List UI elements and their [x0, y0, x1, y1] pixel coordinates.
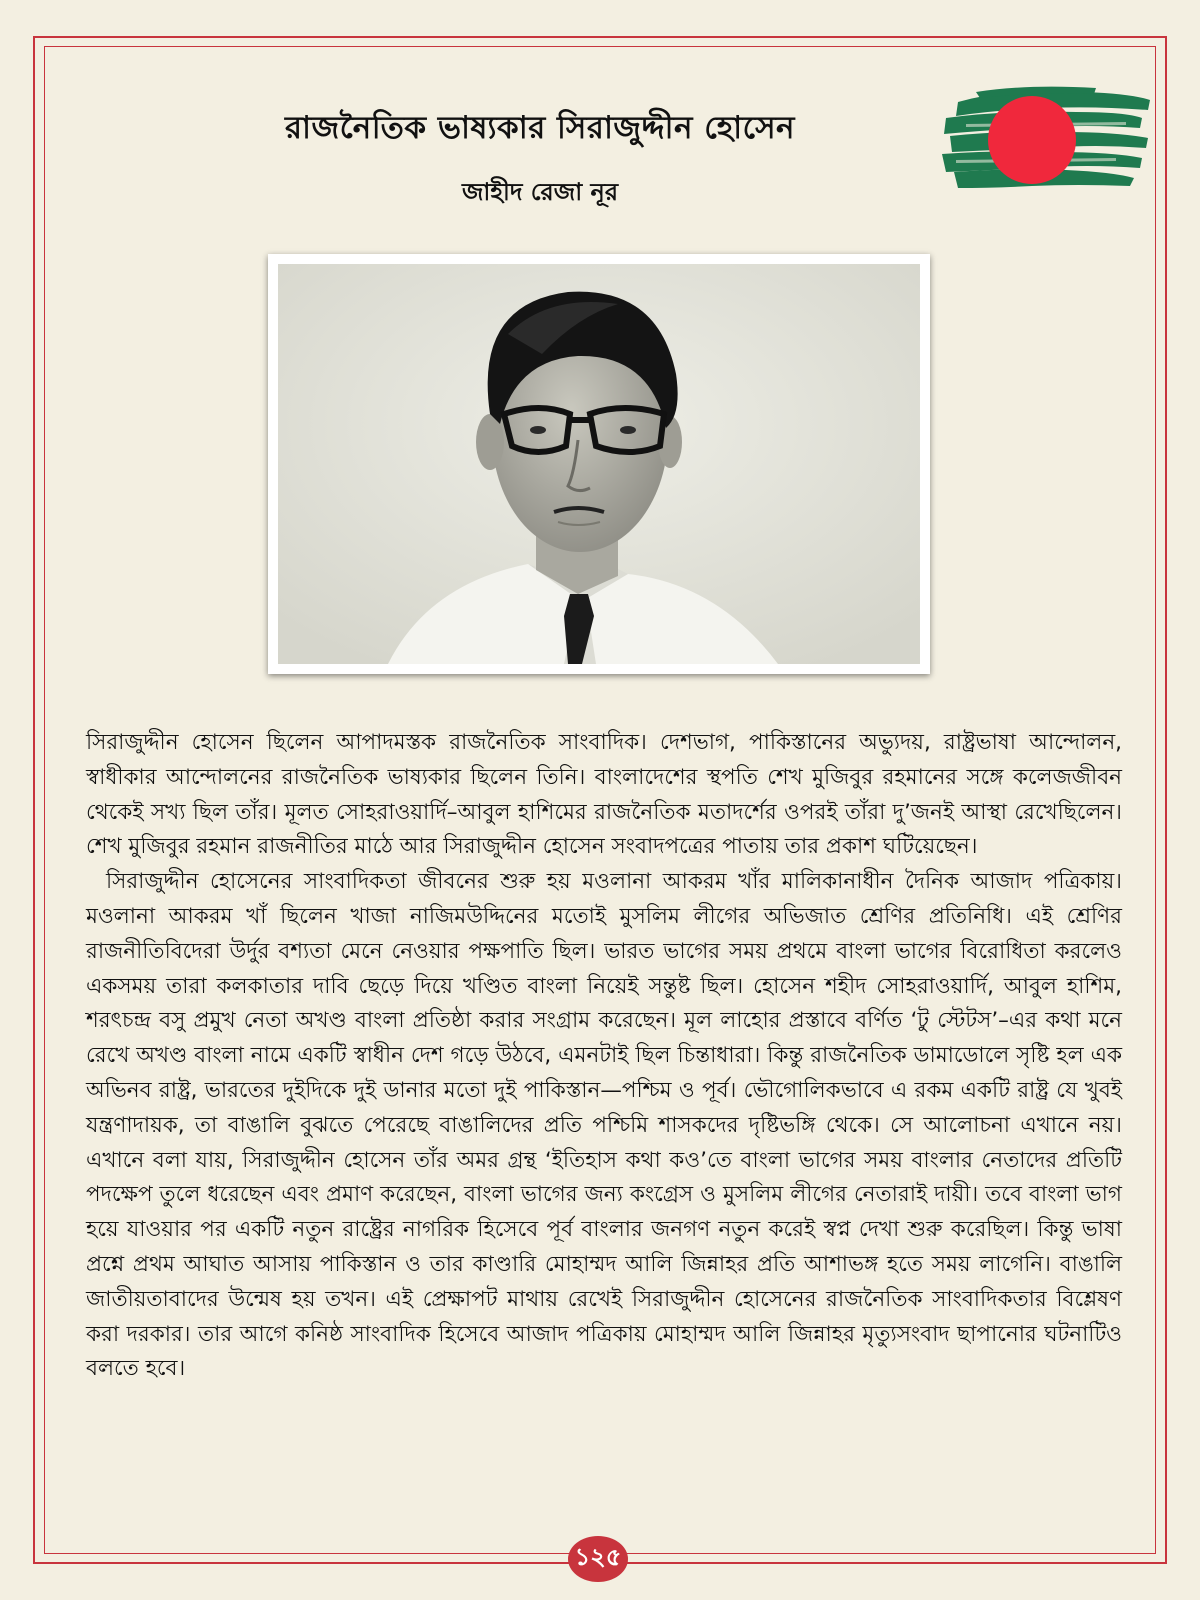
author-name: জাহীদ রেজা নূর	[461, 178, 619, 206]
portrait-photo-frame	[268, 254, 930, 674]
article-paragraph: সিরাজুদ্দীন হোসেনের সাংবাদিকতা জীবনের শুরু হয় মওলানা আকরম খাঁর মালিকানাধীন দৈনিক আজাদ পত্রিকায়। মওলানা আকরম খাঁ ছিলেন খাজা নাজিমউদ্দিনের মতোই মুসলিম লীগের অভিজাত শ্রেণির প্রতিনিধি। এই শ্রেণির রাজনীতিবিদেরা উর্দুর বশ্যতা মেনে নেওয়ার পক্ষপাতি ছিল। ভারত ভাগের সময় প্রথমে বাংলা ভাগের বিরোধিতা করলেও একসময় তারা কলকাতার দাবি ছেড়ে দিয়ে খণ্ডিত বাংলা নিয়েই সন্তুষ্ট ছিল। হোসেন শহীদ সোহরাওয়ার্দি, আবুল হাশিম, শরৎচন্দ্র বসু প্রমুখ নেতা অখণ্ড বাংলা প্রতিষ্ঠা করার সংগ্রাম করেছেন। মূল লাহোর প্রস্তাবে বর্ণিত ‘টু স্টেটস’–এর কথা মনে রেখে অখণ্ড বাংলা নামে একটি স্বাধীন দেশ গড়ে উঠবে, এমনটাই ছিল চিন্তাধারা। কিন্তু রাজনৈতিক ডামাডোলে সৃষ্টি হল এক অভিনব রাষ্ট্র, ভারতের দুইদিকে দুই ডানার মতো দুই পাকিস্তান—পশ্চিম ও পূর্ব। ভৌগোলিকভাবে এ রকম একটি রাষ্ট্র যে খুবই যন্ত্রণাদায়ক, তা বাঙালি বুঝতে পেরেছে বাঙালিদের প্রতি পশ্চিমি শাসকদের দৃষ্টিভঙ্গি থেকে। সে আলোচনা এখানে নয়। এখানে বলা যায়, সিরাজুদ্দীন হোসেন তাঁর অমর গ্রন্থ ‘ইতিহাস কথা কও’তে বাংলা ভাগের সময় বাংলার নেতাদের প্রতিটি পদক্ষেপ তুলে ধরেছেন এবং প্রমাণ করেছেন, বাংলা ভাগের জন্য কংগ্রেস ও মুসলিম লীগের নেতারাই দায়ী। তবে বাংলা ভাগ হয়ে যাওয়ার পর একটি নতুন রাষ্ট্রের নাগরিক হিসেবে পূর্ব বাংলার জনগণ নতুন করেই স্বপ্ন দেখা শুরু করেছিল। কিন্তু ভাষা প্রশ্নে প্রথম আঘাত আসায় পাকিস্তান ও তার কাণ্ডারি মোহাম্মদ আলি জিন্নাহর প্রতি আশাভঙ্গ হতে সময় লাগেনি। বাঙালি জাতীয়তাবাদের উন্মেষ হয় তখন। এই প্রেক্ষাপট মাথায় রেখেই সিরাজুদ্দীন হোসেনের রাজনৈতিক সাংবাদিকতার বিশ্লেষণ করা দরকার। তার আগে কনিষ্ঠ সাংবাদিক হিসেবে আজাদ পত্রিকায় মোহাম্মদ আলি জিন্নাহর মৃত্যুসংবাদ ছাপানোর ঘটনাটিও বলতে হবে।	[86, 869, 1122, 1382]
portrait-photo	[278, 264, 920, 664]
article-body	[86, 726, 1122, 1387]
page-number-badge: ১২৫	[568, 1536, 628, 1582]
article-title: রাজনৈতিক ভাষ্যকার সিরাজুদ্দীন হোসেন	[284, 110, 796, 146]
article-paragraph: সিরাজুদ্দীন হোসেন ছিলেন আপাদমস্তক রাজনৈতিক সাংবাদিক। দেশভাগ, পাকিস্তানের অভ্যুদয়, রাষ্ট্রভাষা আন্দোলন, স্বাধীকার আন্দোলনের রাজনৈতিক ভাষ্যকার ছিলেন তিনি। বাংলাদেশের স্থপতি শেখ মুজিবুর রহমানের সঙ্গে কলেজজীবন থেকেই সখ্য ছিল তাঁর। মূলত সোহরাওয়ার্দি–আবুল হাশিমের রাজনৈতিক মতাদর্শের ওপরই তাঁরা দু’জনই আস্থা রেখেছিলেন। শেখ মুজিবুর রহমান রাজনীতির মাঠে আর সিরাজুদ্দীন হোসেন সংবাদপত্রের পাতায় তার প্রকাশ ঘটিয়েছেন।	[86, 730, 1122, 860]
bangladesh-flag-icon	[936, 80, 1156, 198]
